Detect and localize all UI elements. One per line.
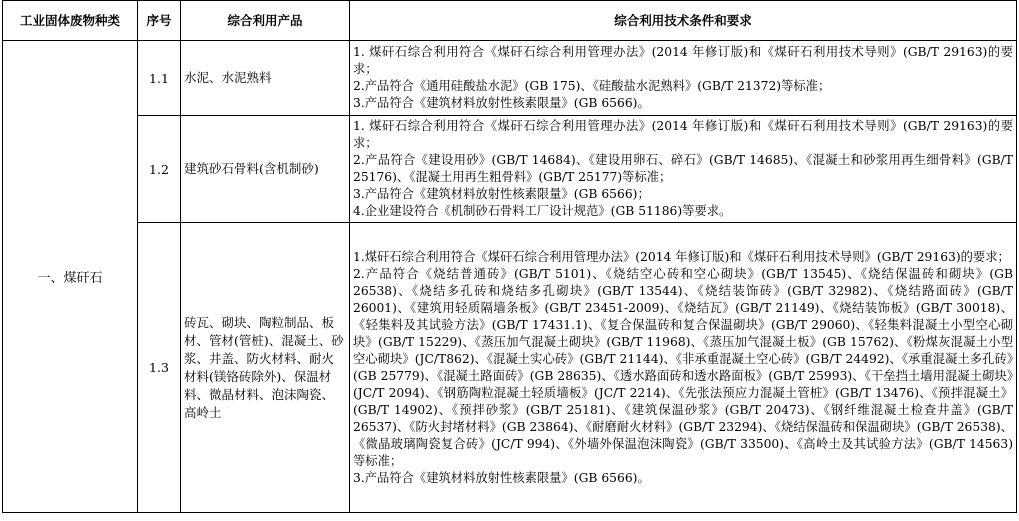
header-requirements: 综合利用技术条件和要求 bbox=[350, 1, 1017, 41]
product-cell: 砖瓦、砌块、陶粒制品、板材、管材(管桩)、混凝土、砂浆、井盖、防火材料、耐火材料(镁铬砖除外)、保温材料、微晶材料、泡沫陶瓷、高岭土 bbox=[181, 223, 350, 513]
requirement-line: 3.产品符合《建筑材料放射性核素限量》(GB 6566)。 bbox=[353, 470, 650, 485]
requirement-line: 1.煤矸石综合利用符合《煤矸石综合利用管理办法》(2014 年修订版)和《煤矸石利用技术导则》(GB/T 29163)的要求； bbox=[353, 249, 1010, 264]
requirement-line: 2.产品符合《烧结普通砖》(GB/T 5101)、《烧结空心砖和空心砌块》(GB/T 13545)、《烧结保温砖和砌块》(GB 26538)、《烧结多孔砖和烧结多孔砌块》(GB/T 13544)、《烧结装饰砖》(GB/T 32982)、《烧结路面砖》(GB/T 26001)、《建筑用轻质隔墙条板》(GB/T 23451-2009)、《烧结瓦》(GB/T 21149)、《烧结装饰板》(GB/T 30018)、《轻集料及其试验方法》(GB/T 17431.1)、《复合保温砖和复合保温砌块》(GB/T 29060)、《轻集料混凝土小型空心砌块》(GB/T 15229)、《蒸压加气混凝土砌块》(GB/T 11968)、《蒸压加气混凝土板》(GB 15762)、《粉煤灰混凝土小型空心砌块》(JC/T862)、《混凝土实心砖》(GB/T 21144)、《非承重混凝土空心砖》(GB/T 24492)、《承重混凝土多孔砖》(GB 25779)、《混凝土路面砖》(GB 28635)、《透水路面砖和透水路面板》(GB/T 25993)、《干垒挡土墙用混凝土砌块》(JC/T 2094)、《钢筋陶粒混凝土轻质墙板》(JC/T 2214)、《先张法预应力混凝土管桩》(GB/T 13476)、《预拌混凝土》(GB/T 14902)、《预拌砂浆》(GB/T 25181)、《建筑保温砂浆》(GB/T 20473)、《钢纤维混凝土检查井盖》(GB/T 26537)、《防火封堵材料》(GB 23864)、《耐磨耐火材料》(GB/T 23294)、《烧结保温砖和保温砌块》(GB/T 26538)、《微晶玻璃陶瓷复合砖》(JC/T 994)、《外墙外保温泡沫陶瓷》(GB/T 33500)、《高岭土及其试验方法》(GB/T 14563)等标准； bbox=[353, 266, 1013, 468]
requirement-line: 3.产品符合《建筑材料放射性核素限量》(GB 6566)； bbox=[353, 187, 650, 201]
header-category: 工业固体废物种类 bbox=[3, 1, 138, 41]
requirement-line: 2.产品符合《通用硅酸盐水泥》(GB 175)、《硅酸盐水泥熟料》(GB/T 21372)等标准； bbox=[353, 79, 831, 93]
requirement-line: 3.产品符合《建筑材料放射性核素限量》(GB 6566)。 bbox=[353, 96, 650, 110]
header-product: 综合利用产品 bbox=[181, 1, 350, 41]
table-header-row bbox=[3, 1, 1017, 41]
requirements-cell bbox=[350, 116, 1017, 223]
category-cell: 一、煤矸石 bbox=[3, 41, 138, 513]
product-cell: 建筑砂石骨料(含机制砂) bbox=[181, 116, 350, 223]
seq-cell: 1.3 bbox=[138, 223, 181, 513]
requirements-cell bbox=[350, 223, 1017, 513]
table-row bbox=[3, 223, 1017, 513]
product-cell: 水泥、水泥熟料 bbox=[181, 41, 350, 116]
seq-cell: 1.1 bbox=[138, 41, 181, 116]
requirement-line: 1. 煤矸石综合利用符合《煤矸石综合利用管理办法》(2014 年修订版)和《煤矸石利用技术导则》(GB/T 29163)的要求； bbox=[353, 119, 1013, 150]
table-row bbox=[3, 116, 1017, 223]
seq-cell: 1.2 bbox=[138, 116, 181, 223]
requirement-line: 1. 煤矸石综合利用符合《煤矸石综合利用管理办法》(2014 年修订版)和《煤矸石利用技术导则》(GB/T 29163)的要求； bbox=[353, 45, 1013, 76]
table-row bbox=[3, 41, 1017, 116]
header-seq: 序号 bbox=[138, 1, 181, 41]
requirement-line: 2.产品符合《建设用砂》(GB/T 14684)、《建设用卵石、碎石》(GB/T 14685)、《混凝土和砂浆用再生细骨料》(GB/T 25176)、《混凝土用再生粗骨料》(GB/T 25177)等标准； bbox=[353, 153, 1013, 184]
requirement-line: 4.企业建设符合《机制砂石骨料工厂设计规范》(GB 51186)等要求。 bbox=[353, 204, 732, 218]
standards-table bbox=[2, 0, 1017, 513]
requirements-cell bbox=[350, 41, 1017, 116]
